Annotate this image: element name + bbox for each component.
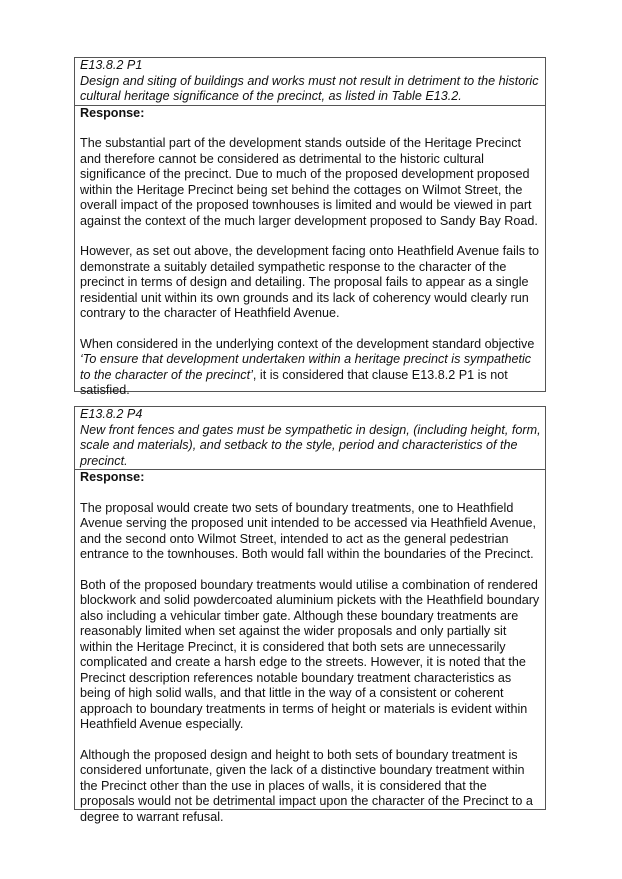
criterion-code: E13.8.2 P4 [80, 407, 143, 421]
criterion-table-p4 [74, 406, 546, 824]
objective-quote: ‘To ensure that development undertaken within a heritage precinct is sympathetic to the character of the precinct’ [80, 352, 532, 382]
conclusion-lead: When considered in the underlying context of the development standard objective [80, 336, 535, 351]
criterion-text: New front fences and gates must be sympathetic in design, (including height, form, scale and materials), and setback to the style, period and characteristics of the precinct. [80, 422, 541, 468]
criterion-cell [75, 407, 545, 470]
criterion-cell [75, 58, 545, 106]
criterion-text: Design and siting of buildings and works must not result in detriment to the historic cultural heritage significance of the precinct, as listed in Table E13.2. [80, 73, 539, 103]
response-paragraph: Although the proposed design and height to both sets of boundary treatment is considered unfortunate, given the lack of a distinctive boundary treatment within the Precinct other than the use in places of walls, it is considered that the proposals would not be detrimental impact upon the character of the Precinct to a degree to warrant refusal. [80, 747, 533, 824]
response-label: Response: [80, 470, 145, 484]
criterion-table-p1 [74, 57, 546, 397]
response-paragraph: However, as set out above, the development facing onto Heathfield Avenue fails to demonstrate a suitably detailed sympathetic response to the character of the precinct in terms of design and detailing. The proposal fails to appear as a single residential unit within its own grounds and its lack of coherency would clearly run contrary to the character of Heathfield Avenue. [80, 244, 540, 320]
response-paragraph: The substantial part of the development stands outside of the Heritage Precinct and therefore cannot be considered as detrimental to the historic cultural significance of the precinct. Due to much of the proposed development proposed within the Heritage Precinct being set behind the cottages on Wilmot Street, the overall impact of the proposed townhouses is limited and would be viewed in part against the context of the much larger development proposed to Sandy Bay Road. [80, 136, 538, 228]
response-label: Response: [80, 105, 145, 120]
response-paragraph: Both of the proposed boundary treatments would utilise a combination of rendered blockwork and solid powdercoated aluminium pickets with the Heathfield boundary also including a vehicular timber gate. Although these boundary treatments are reasonably limited when set against the wider proposals and only partially sit within the Heritage Precinct, it is considered that both sets are unnecessarily complicated and create a harsh edge to the streets. However, it is noted that the Precinct description references notable boundary treatment characteristics as being of high solid walls, and that little in the way of a consistent or coherent approach to boundary treatments in terms of height or materials is evident within Heathfield Avenue especially. [80, 577, 540, 731]
criterion-code: E13.8.2 P1 [80, 58, 143, 72]
response-paragraph: The proposal would create two sets of boundary treatments, one to Heathfield Avenue serving the proposed unit intended to be accessed via Heathfield Avenue, and the second onto Wilmot Street, intended to act as the general pedestrian entrance to the townhouses. Both would fall within the boundaries of the Precinct. [80, 500, 537, 561]
response-cell [75, 106, 545, 399]
conclusion-tail: , it is considered that clause E13.8.2 P1 is not satisfied. [80, 367, 508, 397]
response-cell [75, 470, 545, 825]
response-paragraph-conclusion [80, 337, 541, 399]
